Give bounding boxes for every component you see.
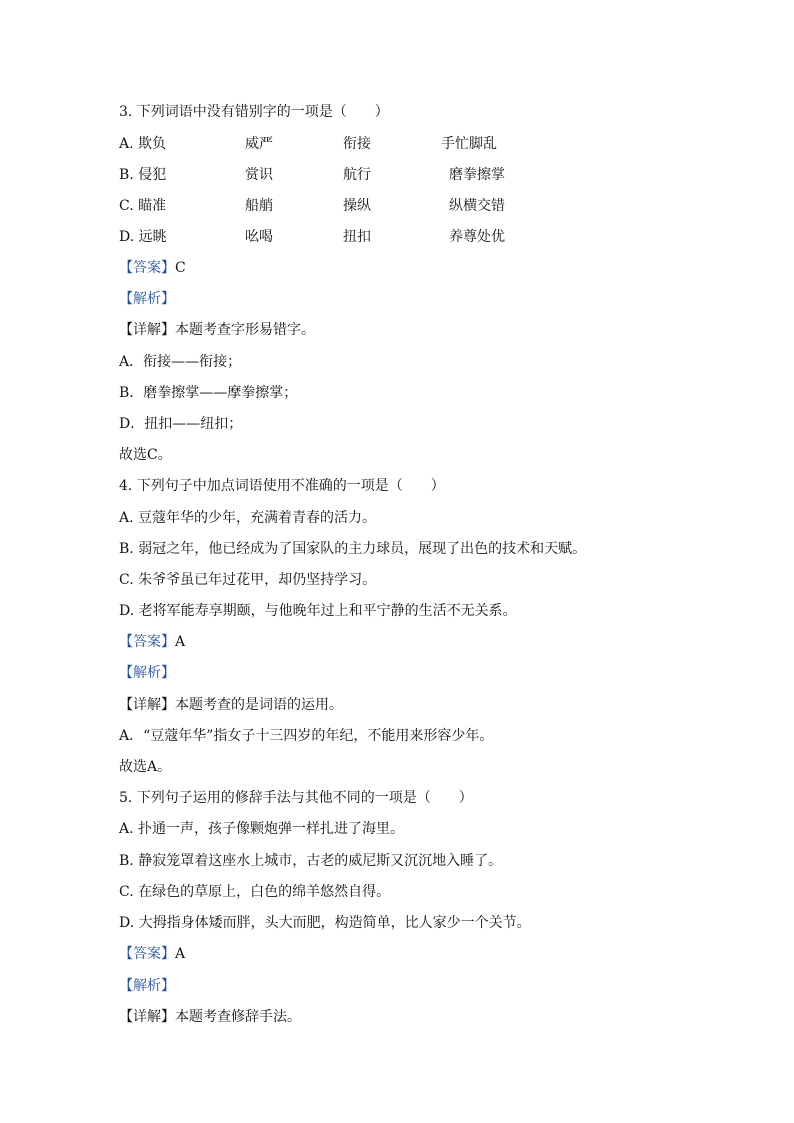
q3-detail-tag: 【详解】: [119, 322, 175, 338]
q3-option-a-word3: 衔接: [343, 136, 371, 152]
q3-note: A．衔接——衔接；: [119, 354, 242, 370]
q3-option-b-word4: 磨拳擦掌: [449, 167, 505, 183]
q3-option-b-label: B. 侵犯: [119, 167, 167, 183]
q4-analysis-tag: 【解析】: [119, 665, 175, 681]
q5-analysis: [119, 976, 175, 996]
q3-option-a-word4: 手忙脚乱: [441, 136, 497, 152]
q4-option-b: B. 弱冠之年，他已经成为了国家队的主力球员，展现了出色的技术和天赋。: [119, 541, 587, 557]
q5-option-d: D. 大拇指身体矮而胖，头大而肥，构造简单，比人家少一个关节。: [119, 915, 531, 931]
q3-note: D．扭扣——纽扣；: [119, 416, 243, 432]
q5-answer: [119, 944, 185, 964]
q5-detail-text: 本题考查修辞手法。: [175, 1009, 301, 1025]
q5-option-a: A. 扑通一声，孩子像颗炮弹一样扎进了海里。: [119, 821, 405, 837]
q4-analysis: [119, 663, 175, 683]
q3-answer: [119, 258, 186, 278]
q3-option-a-label: A. 欺负: [119, 136, 167, 152]
q4-answer-value: A: [175, 634, 186, 650]
q3-option-d-word4: 养尊处优: [449, 229, 505, 245]
q4-conclusion: 故选A。: [119, 759, 172, 775]
q4-note: A．“豆蔻年华”指女子十三四岁的年纪，不能用来形容少年。: [119, 728, 494, 744]
q4-detail-text: 本题考查的是词语的运用。: [175, 697, 343, 713]
q3-option-d-word3: 扭扣: [343, 229, 371, 245]
q3-option-a-word2: 威严: [245, 136, 273, 152]
q5-option-c: C. 在绿色的草原上，白色的绵羊悠然自得。: [119, 884, 391, 900]
q3-option-d-label: D. 远眺: [119, 229, 167, 245]
q4-option-d: D. 老将军能寿享期颐，与他晚年过上和平宁静的生活不无关系。: [119, 603, 517, 619]
q4-stem: 4. 下列句子中加点词语使用不准确的一项是（ ）: [119, 478, 445, 494]
q3-option-b-word3: 航行: [343, 167, 371, 183]
q3-answer-tag: 【答案】: [119, 260, 175, 276]
q3-note: B．磨拳擦掌——摩拳擦掌；: [119, 385, 298, 401]
q3-detail: [119, 320, 315, 340]
q3-detail-text: 本题考查字形易错字。: [175, 322, 315, 338]
q3-analysis: [119, 289, 175, 309]
q4-answer-tag: 【答案】: [119, 634, 175, 650]
q3-stem: 3. 下列词语中没有错别字的一项是（ ）: [119, 104, 389, 120]
q5-detail: [119, 1007, 301, 1027]
q3-option-c-label: C. 瞄准: [119, 198, 167, 214]
q4-option-a: A. 豆蔻年华的少年，充满着青春的活力。: [119, 510, 377, 526]
q5-stem: 5. 下列句子运用的修辞手法与其他不同的一项是（ ）: [119, 790, 473, 806]
q5-detail-tag: 【详解】: [119, 1009, 175, 1025]
q3-conclusion: 故选C。: [119, 447, 172, 463]
q3-option-b-word2: 赏识: [245, 167, 273, 183]
q4-option-c: C. 朱爷爷虽已年过花甲，却仍坚持学习。: [119, 572, 377, 588]
q5-answer-value: A: [175, 946, 186, 962]
q5-answer-tag: 【答案】: [119, 946, 175, 962]
q3-answer-value: C: [175, 260, 186, 276]
q5-option-b: B. 静寂笼罩着这座水上城市，古老的威尼斯又沉沉地入睡了。: [119, 853, 503, 869]
q4-answer: [119, 632, 185, 652]
q3-option-c-word4: 纵横交错: [449, 198, 505, 214]
q3-option-c-word3: 操纵: [343, 198, 371, 214]
q4-detail-tag: 【详解】: [119, 697, 175, 713]
q4-detail: [119, 695, 343, 715]
q3-option-d-word2: 吆喝: [245, 229, 273, 245]
q3-analysis-tag: 【解析】: [119, 291, 175, 307]
q3-option-c-word2: 船艄: [245, 198, 273, 214]
q5-analysis-tag: 【解析】: [119, 978, 175, 994]
